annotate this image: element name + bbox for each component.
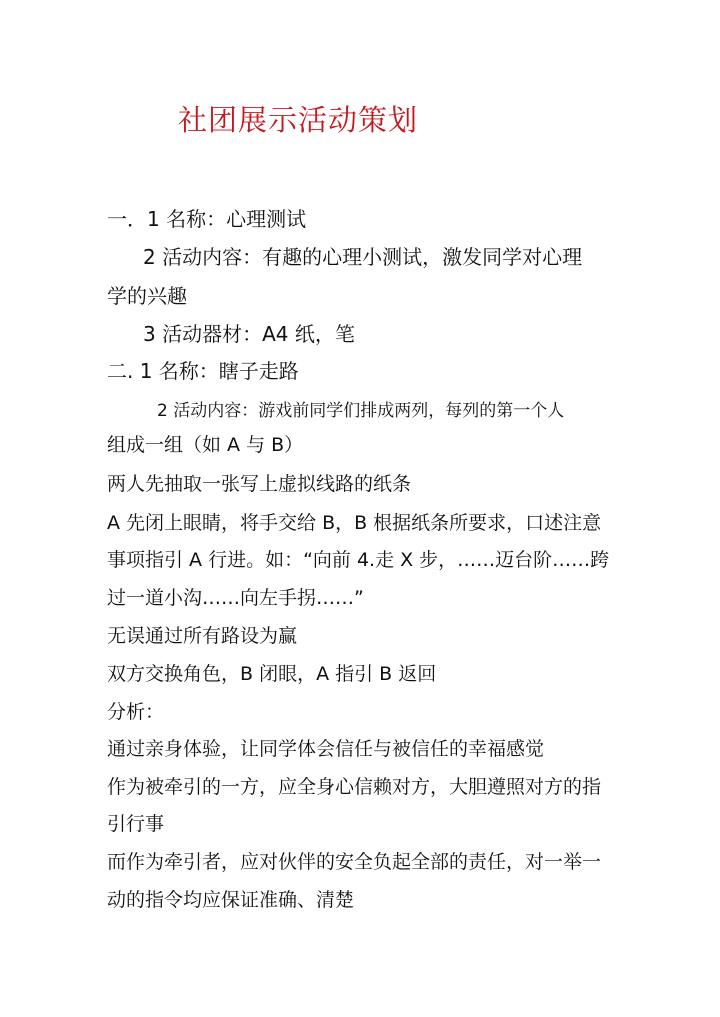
document-title: 社团展示活动策划 [178, 103, 419, 137]
text-line: 2 活动内容：有趣的心理小测试，激发同学对心理 [143, 245, 583, 269]
text-line: 无误通过所有路设为赢 [107, 625, 298, 647]
text-line: 事项指引 A 行进。如：“向前 4.走 X 步，……迈台阶……跨 [107, 549, 610, 571]
text-line: 通过亲身体验，让同学体会信任与被信任的幸福感觉 [107, 738, 545, 760]
text-line: 2 活动内容：游戏前同学们排成两列，每列的第一个人 [157, 401, 565, 421]
text-line: 组成一组（如 A 与 B） [107, 434, 304, 456]
text-line: 一．1 名称：心理测试 [107, 207, 307, 231]
text-line: 学的兴趣 [107, 284, 187, 308]
text-line: 作为被牵引的一方，应全身心信赖对方，大胆遵照对方的指 [107, 776, 602, 798]
text-line: 二. 1 名称：瞎子走路 [107, 359, 299, 383]
text-line: 双方交换角色，B 闭眼，A 指引 B 返回 [107, 663, 437, 685]
text-line: 过一道小沟……向左手拐……” [107, 587, 364, 609]
text-line: 分析： [107, 701, 165, 723]
text-line: 而作为牵引者，应对伙伴的安全负起全部的责任，对一举一 [107, 851, 602, 873]
text-line: 3 活动器材：A4 纸，笔 [143, 322, 355, 346]
text-line: 引行事 [107, 813, 165, 835]
text-line: 动的指令均应保证准确、清楚 [107, 889, 355, 911]
text-line: 两人先抽取一张写上虚拟线路的纸条 [107, 473, 412, 495]
text-line: A 先闭上眼睛，将手交给 B，B 根据纸条所要求，口述注意 [107, 512, 602, 534]
